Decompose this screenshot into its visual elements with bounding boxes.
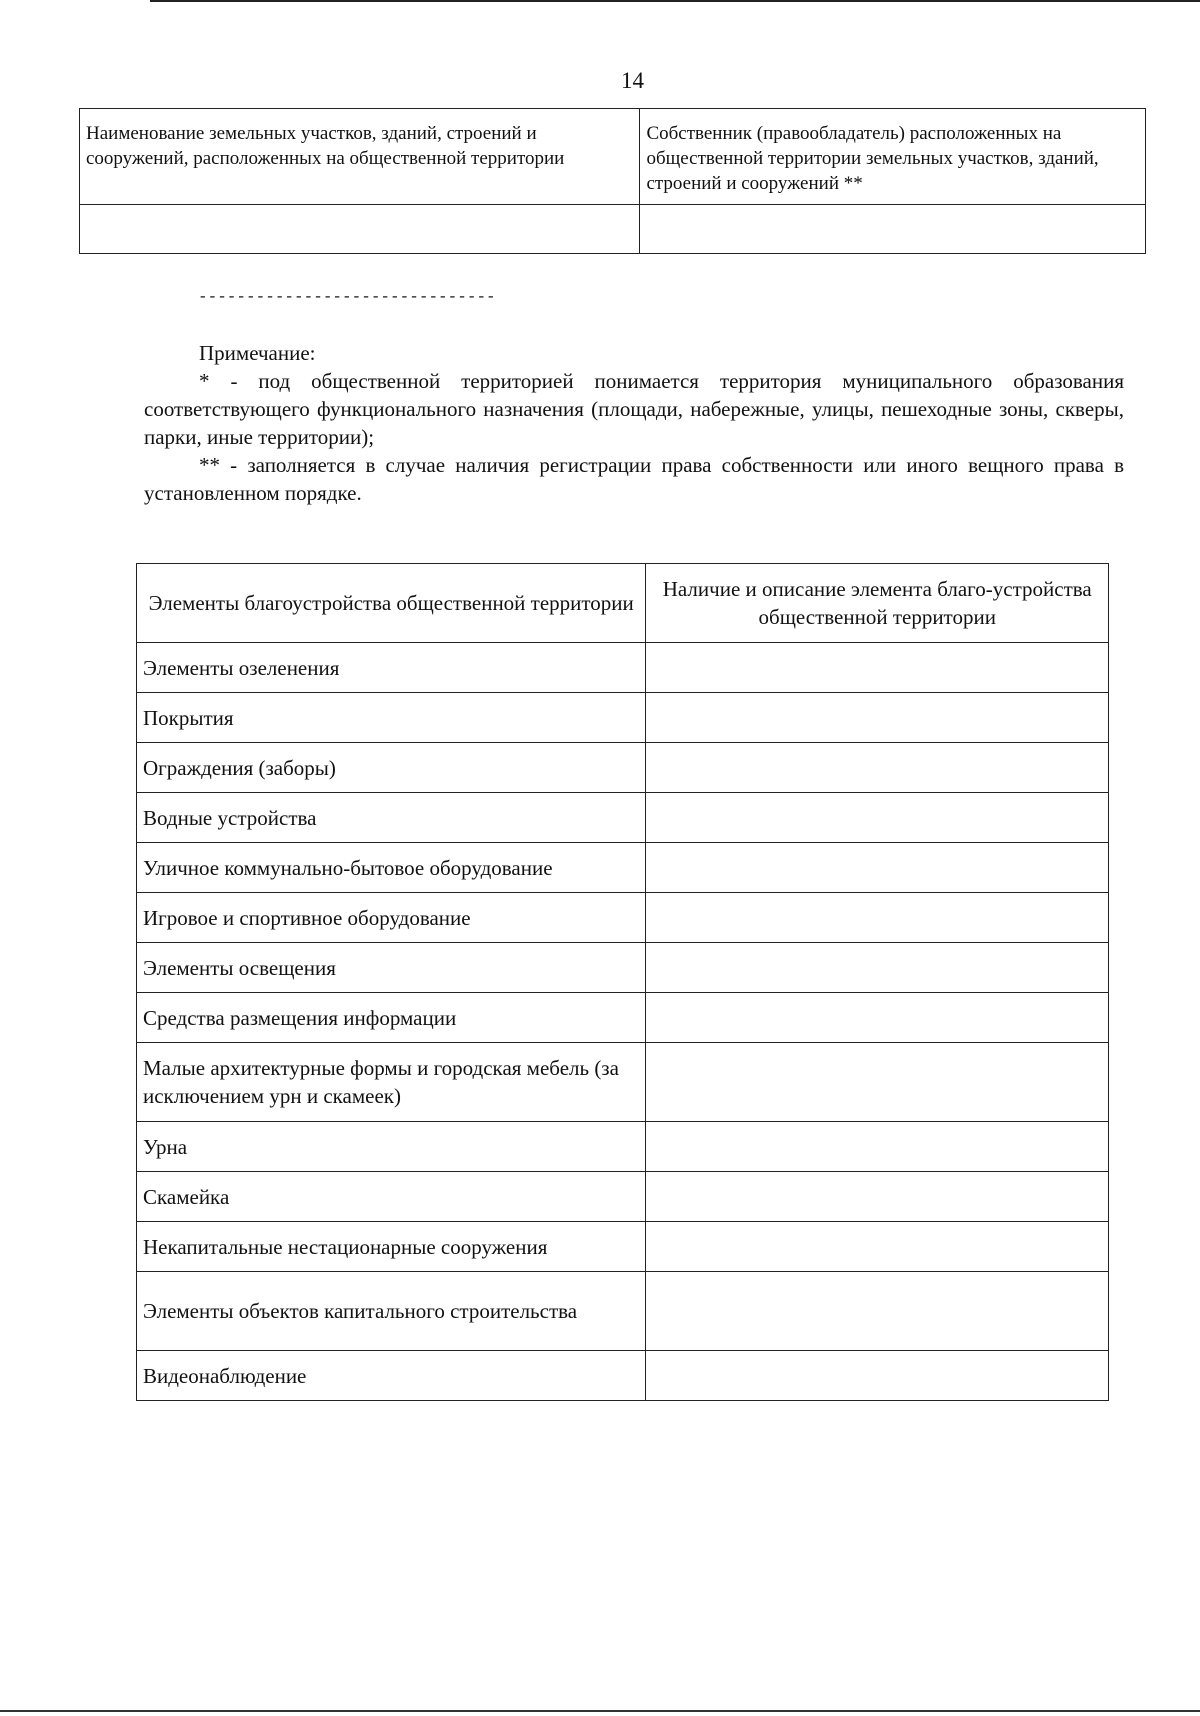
row-label: Элементы озеленения — [137, 643, 646, 693]
table-row — [137, 643, 1109, 693]
table-row — [137, 993, 1109, 1043]
header-cell-description: Наличие и описание элемента благо-устройства общественной территории — [646, 564, 1109, 643]
row-label: Водные устройства — [137, 793, 646, 843]
note-2: ** - заполняется в случае наличия регистрации права собственности или иного вещного права в установленном порядке. — [144, 453, 1124, 505]
row-value-cell[interactable] — [646, 643, 1109, 693]
table-row — [137, 693, 1109, 743]
table-row — [137, 1222, 1109, 1272]
row-value-cell[interactable] — [646, 1122, 1109, 1172]
table-row — [137, 893, 1109, 943]
notes-block — [144, 339, 1124, 507]
table-row — [137, 943, 1109, 993]
table-row — [137, 743, 1109, 793]
note-1: * - под общественной территорией понимается территория муниципального образования соответствующего функционального назначения (площади, набережные, улицы, пешеходные зоны, скверы, парки, иные территории); — [144, 369, 1124, 449]
row-label: Элементы объектов капитального строительства — [137, 1272, 646, 1351]
footnote-separator: ------------------------------- — [198, 288, 496, 306]
row-label: Игровое и спортивное оборудование — [137, 893, 646, 943]
row-value-cell[interactable] — [646, 1172, 1109, 1222]
row-value-cell[interactable] — [646, 793, 1109, 843]
row-label: Некапитальные нестационарные сооружения — [137, 1222, 646, 1272]
header-cell-owner: Собственник (правообладатель) расположенных на общественной территории земельных участков, зданий, строений и сооружений ** — [640, 109, 1146, 205]
row-value-cell[interactable] — [646, 893, 1109, 943]
table-row — [80, 205, 1146, 254]
header-cell-elements: Элементы благоустройства общественной территории — [137, 564, 646, 643]
row-label: Средства размещения информации — [137, 993, 646, 1043]
row-value-cell[interactable] — [646, 1351, 1109, 1401]
row-value-cell[interactable] — [646, 1272, 1109, 1351]
table-row — [137, 1351, 1109, 1401]
table-row — [137, 1043, 1109, 1122]
table-row — [137, 843, 1109, 893]
row-label: Покрытия — [137, 693, 646, 743]
header-cell-names: Наименование земельных участков, зданий, строений и сооружений, расположенных на общественной территории — [80, 109, 640, 205]
row-value-cell[interactable] — [646, 993, 1109, 1043]
table-row — [137, 1172, 1109, 1222]
table-row — [137, 1122, 1109, 1172]
table-cell-empty[interactable] — [80, 205, 640, 254]
row-label: Малые архитектурные формы и городская мебель (за исключением урн и скамеек) — [137, 1043, 646, 1122]
bottom-border-line — [0, 1710, 1200, 1712]
table-header-row — [137, 564, 1109, 643]
row-value-cell[interactable] — [646, 943, 1109, 993]
row-value-cell[interactable] — [646, 843, 1109, 893]
row-label: Скамейка — [137, 1172, 646, 1222]
row-value-cell[interactable] — [646, 1222, 1109, 1272]
land-plots-table — [79, 108, 1146, 254]
row-label: Видеонаблюдение — [137, 1351, 646, 1401]
table-header-row — [80, 109, 1146, 205]
table-row — [137, 1272, 1109, 1351]
row-label: Ограждения (заборы) — [137, 743, 646, 793]
row-value-cell[interactable] — [646, 1043, 1109, 1122]
notes-title: Примечание: — [199, 341, 316, 365]
table-cell-empty[interactable] — [640, 205, 1146, 254]
page-number: 14 — [621, 68, 644, 93]
table-row — [137, 793, 1109, 843]
row-value-cell[interactable] — [646, 743, 1109, 793]
row-label: Уличное коммунально-бытовое оборудование — [137, 843, 646, 893]
improvement-elements-table — [136, 563, 1109, 1401]
row-value-cell[interactable] — [646, 693, 1109, 743]
row-label: Элементы освещения — [137, 943, 646, 993]
row-label: Урна — [137, 1122, 646, 1172]
top-border-line — [150, 0, 1200, 2]
